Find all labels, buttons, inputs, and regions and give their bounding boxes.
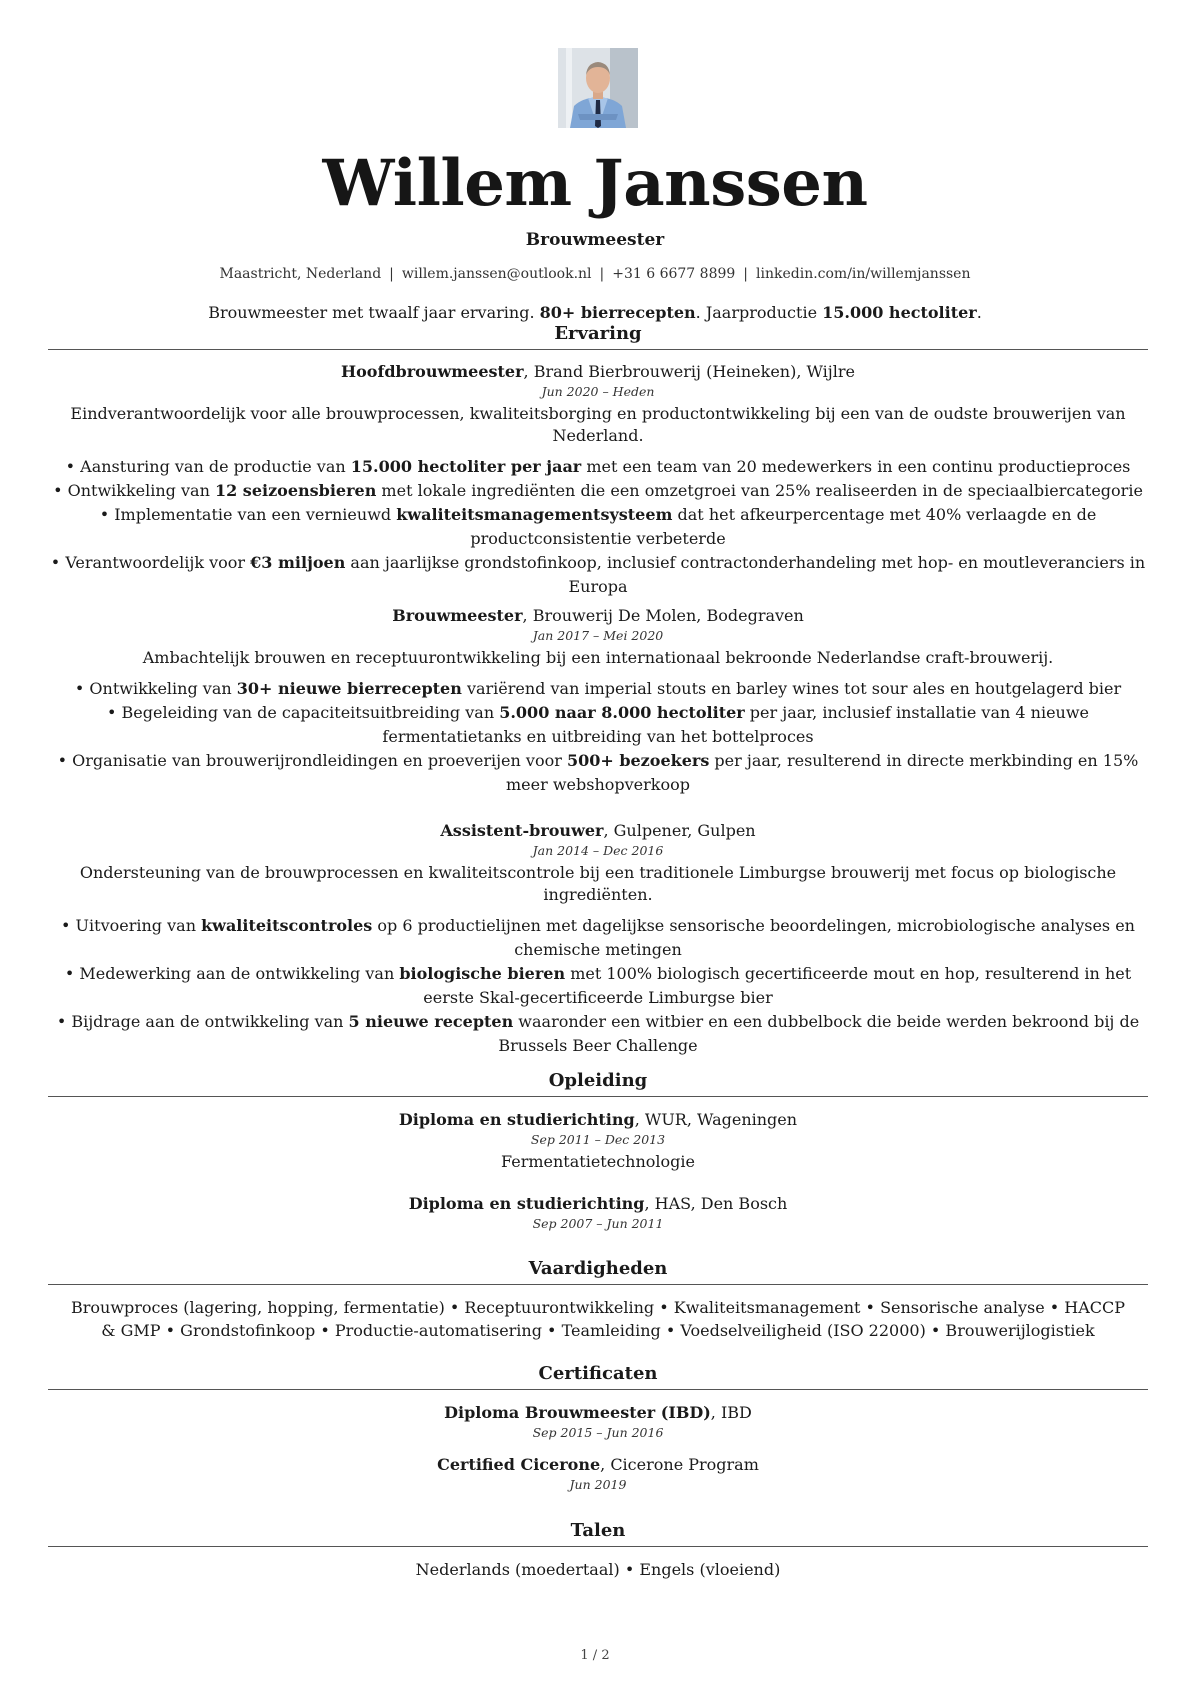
job-employer: , Brand Bierbrouwerij (Heineken), Wijlre	[523, 362, 855, 381]
job-dates: Jan 2017 – Mei 2020	[532, 628, 664, 643]
bullet-item	[48, 455, 1148, 479]
bullet-item	[48, 677, 1148, 701]
section-divider	[48, 1389, 1148, 1390]
job-employer: , Gulpener, Gulpen	[603, 821, 756, 840]
profile-summary	[0, 302, 1190, 324]
bullet-list	[48, 914, 1148, 1058]
certificate-issuer: , IBD	[710, 1403, 752, 1422]
entry-heading	[48, 361, 1148, 383]
section-divider	[48, 1284, 1148, 1285]
section-divider	[48, 1096, 1148, 1097]
bullet-highlight: 12 seizoensbieren	[214, 481, 377, 500]
contact-phone[interactable]: +31 6 6677 8899	[612, 266, 736, 282]
contact-line	[0, 264, 1190, 284]
bullet-text: waaronder een witbier en een dubbelbock die beide werden bekroond bij de Brussels Beer Challenge	[498, 1012, 1140, 1055]
entry-heading	[48, 1109, 1148, 1131]
entry-heading	[48, 820, 1148, 842]
entry-heading	[48, 1454, 1148, 1476]
degree-dates: Sep 2007 – Jun 2011	[532, 1216, 664, 1231]
degree-institution: , HAS, Den Bosch	[644, 1194, 788, 1213]
bullet-list	[48, 677, 1148, 797]
bullet-item	[48, 914, 1148, 962]
bullet-text: • Implementatie van een vernieuwd	[99, 505, 397, 524]
bullet-text: • Begeleiding van de capaciteitsuitbreiding van	[106, 703, 500, 722]
experience-entry-1	[48, 361, 1148, 599]
degree-dates: Sep 2011 – Dec 2013	[530, 1132, 666, 1147]
bullet-text: • Ontwikkeling van	[53, 481, 215, 500]
bullet-highlight: biologische bieren	[399, 964, 566, 983]
certificate-title: Certified Cicerone	[437, 1455, 601, 1474]
experience-entry-2	[48, 605, 1148, 797]
contact-linkedin[interactable]: linkedin.com/in/willemjanssen	[756, 266, 971, 282]
certificate-entry-2	[48, 1454, 1148, 1494]
summary-highlight: 15.000 hectoliter	[822, 303, 977, 322]
certificate-dates: Jun 2019	[569, 1477, 627, 1492]
bullet-text: met een team van 20 medewerkers in een continu productieproces	[581, 457, 1131, 476]
contact-separator: |	[743, 266, 749, 282]
candidate-role: Brouwmeester	[525, 230, 665, 250]
section-divider	[48, 349, 1148, 350]
page-number: 1 / 2	[580, 1648, 610, 1663]
bullet-list	[48, 455, 1148, 599]
certificate-issuer: , Cicerone Program	[600, 1455, 759, 1474]
section-divider	[48, 1546, 1148, 1547]
bullet-text: per jaar, inclusief installatie van 4 nieuwe fermentatietanks en uitbreiding van het bottelproces	[382, 703, 1090, 746]
degree-title: Diploma en studierichting	[398, 1110, 635, 1129]
bullet-highlight: 30+ nieuwe bierrecepten	[236, 679, 462, 698]
bullet-text: variërend van imperial stouts en barley wines tot sour ales en houtgelagerd bier	[461, 679, 1122, 698]
job-title: Hoofdbrouwmeester	[341, 362, 524, 381]
section-title-languages: Talen	[570, 1520, 626, 1541]
bullet-item	[48, 503, 1148, 551]
bullet-text: • Ontwikkeling van	[74, 679, 237, 698]
bullet-text: dat het afkeurpercentage met 40% verlaagde en de productconsistentie verbeterde	[470, 505, 1097, 548]
bullet-highlight: kwaliteitsmanagementsysteem	[396, 505, 673, 524]
degree-title: Diploma en studierichting	[408, 1194, 645, 1213]
degree-field: Fermentatietechnologie	[501, 1152, 695, 1171]
bullet-item	[48, 479, 1148, 503]
summary-highlight: 80+ bierrecepten	[539, 303, 696, 322]
bullet-item	[48, 749, 1148, 797]
bullet-text: • Organisatie van brouwerijrondleidingen en proeverijen voor	[57, 751, 567, 770]
job-description: Eindverantwoordelijk voor alle brouwprocessen, kwaliteitsborging en productontwikkeling bij een van de oudste brouwerijen van Nederland.	[70, 404, 1126, 445]
contact-separator: |	[599, 266, 605, 282]
bullet-text: • Uitvoering van	[61, 916, 202, 935]
bullet-text: per jaar, resulterend in directe merkbinding en 15% meer webshopverkoop	[506, 751, 1139, 794]
bullet-highlight: 5.000 naar 8.000 hectoliter	[499, 703, 745, 722]
contact-separator: |	[389, 266, 394, 282]
bullet-text: • Bijdrage aan de ontwikkeling van	[56, 1012, 349, 1031]
bullet-highlight: 500+ bezoekers	[566, 751, 710, 770]
section-title-experience: Ervaring	[554, 323, 642, 344]
languages-list: Nederlands (moedertaal) • Engels (vloeiend)	[415, 1560, 781, 1579]
candidate-name: Willem Janssen	[322, 146, 868, 221]
bullet-item	[48, 962, 1148, 1010]
bullet-item	[48, 701, 1148, 749]
summary-text: . Jaarproductie	[695, 303, 823, 322]
section-title-certificates: Certificaten	[538, 1363, 658, 1384]
bullet-text: aan jaarlijkse grondstofinkoop, inclusief contractonderhandeling met hop- en moutleveranciers in Europa	[345, 553, 1146, 596]
bullet-text: met lokale ingrediënten die een omzetgroei van 25% realiseerden in de speciaalbiercategorie	[376, 481, 1143, 500]
entry-heading	[48, 1402, 1148, 1424]
certificate-dates: Sep 2015 – Jun 2016	[532, 1425, 664, 1440]
bullet-highlight: 5 nieuwe recepten	[348, 1012, 514, 1031]
bullet-highlight: 15.000 hectoliter per jaar	[350, 457, 582, 476]
job-dates: Jan 2014 – Dec 2016	[532, 843, 664, 858]
section-title-skills: Vaardigheden	[528, 1258, 668, 1279]
bullet-text: • Medewerking aan de ontwikkeling van	[64, 964, 400, 983]
bullet-highlight: €3 miljoen	[250, 553, 346, 572]
certificate-title: Diploma Brouwmeester (IBD)	[444, 1403, 711, 1422]
education-entry-1	[48, 1109, 1148, 1173]
summary-text: Brouwmeester met twaalf jaar ervaring.	[208, 303, 540, 322]
entry-heading	[48, 605, 1148, 627]
job-title: Assistent-brouwer	[440, 821, 604, 840]
entry-heading	[48, 1193, 1148, 1215]
education-entry-2	[48, 1193, 1148, 1233]
bullet-highlight: kwaliteitscontroles	[201, 916, 373, 935]
skills-list: Brouwproces (lagering, hopping, fermentatie) • Receptuurontwikkeling • Kwaliteitsmanagement • Sensorische analyse • HACCP & GMP • Grondstofinkoop • Productie-automatisering • Teamleiding • Voedselveiligheid (ISO 22000) • Brouwerijlogistiek	[70, 1298, 1126, 1340]
job-employer: , Brouwerij De Molen, Bodegraven	[522, 606, 804, 625]
contact-location: Maastricht, Nederland	[219, 266, 382, 282]
experience-entry-3	[48, 820, 1148, 1058]
section-title-education: Opleiding	[548, 1070, 648, 1091]
job-description: Ondersteuning van de brouwprocessen en kwaliteitscontrole bij een traditionele Limburgse brouwerij met focus op biologische ingrediënten.	[79, 863, 1117, 904]
certificate-entry-1	[48, 1402, 1148, 1442]
bullet-text: • Aansturing van de productie van	[65, 457, 351, 476]
bullet-text: • Verantwoordelijk voor	[50, 553, 251, 572]
bullet-item	[48, 551, 1148, 599]
contact-email[interactable]: willem.janssen@outlook.nl	[401, 266, 592, 282]
job-description: Ambachtelijk brouwen en receptuurontwikkeling bij een internationaal bekroonde Nederlandse craft-brouwerij.	[142, 648, 1054, 667]
degree-institution: , WUR, Wageningen	[634, 1110, 798, 1129]
profile-photo	[558, 48, 638, 128]
job-dates: Jun 2020 – Heden	[541, 384, 655, 399]
job-title: Brouwmeester	[392, 606, 523, 625]
bullet-text: op 6 productielijnen met dagelijkse sensorische beoordelingen, microbiologische analyses en chemische metingen	[372, 916, 1135, 959]
bullet-text: met 100% biologisch gecertificeerde mout en hop, resulterend in het eerste Skal-gecertificeerde Limburgse bier	[423, 964, 1132, 1007]
bullet-item	[48, 1010, 1148, 1058]
summary-text: .	[976, 303, 982, 322]
